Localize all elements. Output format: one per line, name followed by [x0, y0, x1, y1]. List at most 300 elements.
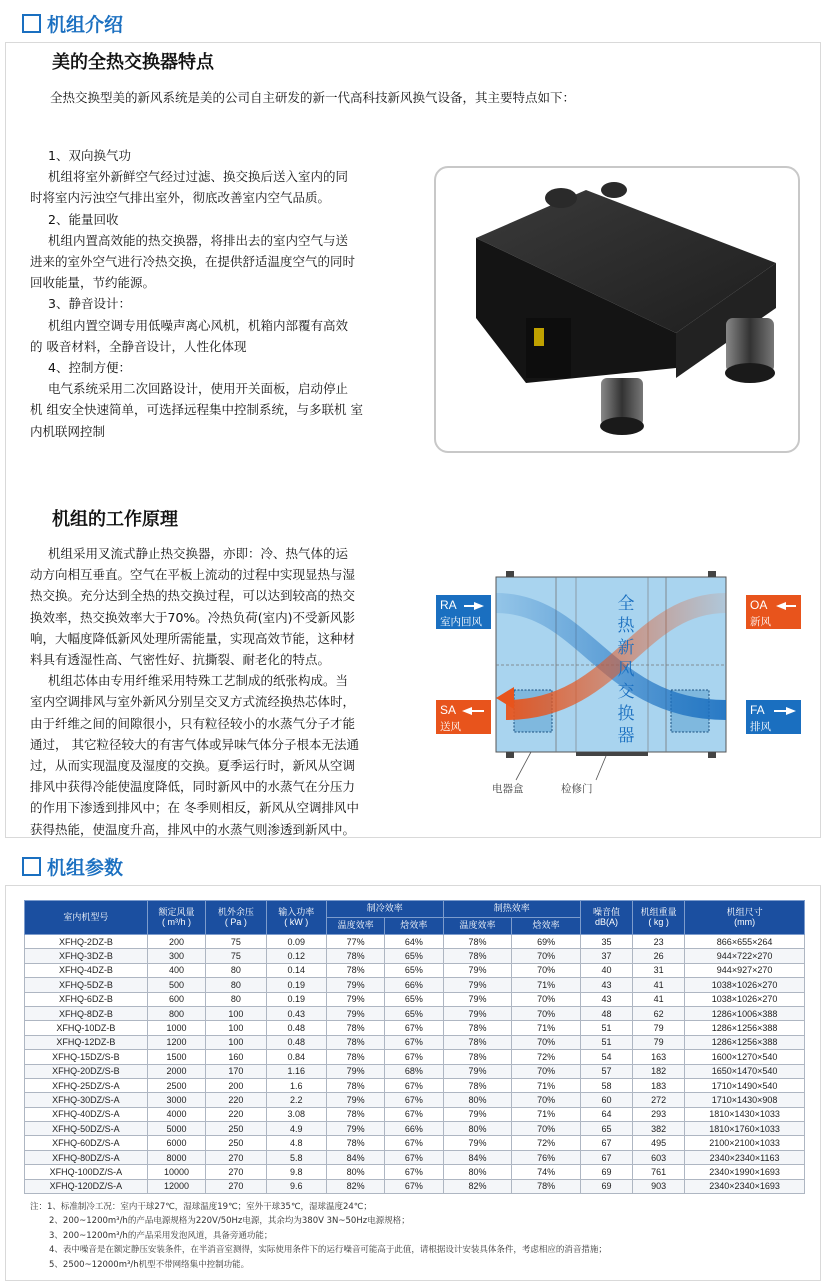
table-cell: 51: [581, 1021, 633, 1035]
principle-line: 料具有透湿性高、气密性好、抗撕裂、耐老化的特点。: [30, 652, 331, 668]
table-cell: 70%: [512, 1093, 581, 1107]
table-cell: 160: [206, 1050, 266, 1064]
table-cell: 78%: [443, 1035, 512, 1049]
table-cell: 944×927×270: [685, 963, 805, 977]
table-cell: 82%: [326, 1179, 384, 1193]
table-cell: 67%: [385, 1150, 443, 1164]
table-cell: 5000: [147, 1122, 205, 1136]
table-cell: 270: [206, 1165, 266, 1179]
table-cell: 79%: [443, 1136, 512, 1150]
table-cell: 9.6: [266, 1179, 326, 1193]
table-cell: 8000: [147, 1150, 205, 1164]
note-line: 3、200~1200m³/h的产品采用发泡风道，具备旁通功能；: [49, 1230, 273, 1241]
svg-text:排风: 排风: [750, 721, 771, 733]
table-cell: 0.84: [266, 1050, 326, 1064]
table-cell: 78%: [443, 1050, 512, 1064]
table-row: [25, 1078, 805, 1092]
table-cell: 9.8: [266, 1165, 326, 1179]
service-door-label: 检修门: [561, 783, 593, 795]
table-cell: 70%: [512, 963, 581, 977]
table-cell: XFHQ-6DZ-B: [25, 992, 148, 1006]
table-cell: 78%: [443, 1021, 512, 1035]
notes: [30, 1200, 607, 1272]
svg-text:送风: 送风: [440, 721, 461, 733]
params-body: [25, 935, 805, 1194]
table-row: [25, 935, 805, 949]
table-cell: 4000: [147, 1107, 205, 1121]
table-cell: 183: [633, 1078, 685, 1092]
table-cell: 74%: [512, 1165, 581, 1179]
feature-line: 的 吸音材料，全静音设计，人性化体现: [30, 338, 247, 354]
principle-line: 热交换。充分达到全热的热交换过程，可以达到较高的热交: [30, 588, 356, 604]
table-cell: 80: [206, 992, 266, 1006]
table-cell: 80%: [443, 1165, 512, 1179]
table-cell: 65%: [385, 963, 443, 977]
table-cell: 67%: [385, 1107, 443, 1121]
feature-heading: 3、静音设计：: [48, 296, 131, 312]
table-cell: 12000: [147, 1179, 205, 1193]
table-cell: 1000: [147, 1021, 205, 1035]
sa-tag: [436, 700, 491, 734]
table-cell: XFHQ-25DZ/S-A: [25, 1078, 148, 1092]
feature-line: 机 组安全快速简单，可选择远程集中控制系统，与多联机 室: [30, 402, 363, 418]
col-noise: 噪音值 dB(A): [581, 901, 633, 935]
table-cell: 270: [206, 1179, 266, 1193]
principle-line: 排风中获得冷能使温度降低，同时新风中的水蒸气在分压力: [30, 779, 356, 795]
table-cell: 2500: [147, 1078, 205, 1092]
table-cell: 69%: [512, 935, 581, 949]
table-cell: 79: [633, 1035, 685, 1049]
table-cell: 78%: [326, 949, 384, 963]
svg-text:风: 风: [617, 660, 635, 680]
table-row: [25, 1122, 805, 1136]
principle-line: 机组芯体由专用纤维采用特殊工艺制成的纸张构成。当: [48, 673, 349, 689]
table-cell: 79%: [443, 1107, 512, 1121]
table-cell: 400: [147, 963, 205, 977]
note-line: 4、表中噪音是在额定静压安装条件，在半消音室测得，实际使用条件下的运行噪音可能高于此值，请根据设计安装具体条件，考虑相应的消音措施；: [49, 1245, 607, 1256]
table-row: [25, 1021, 805, 1035]
table-cell: 495: [633, 1136, 685, 1150]
table-cell: 200: [206, 1078, 266, 1092]
svg-text:RA: RA: [440, 598, 457, 612]
table-cell: 903: [633, 1179, 685, 1193]
table-cell: 2340×1990×1693: [685, 1165, 805, 1179]
feature-line: 机组将室外新鲜空气经过过滤、换交换后送入室内的同: [48, 169, 349, 185]
table-cell: 100: [206, 1006, 266, 1020]
table-row: [25, 963, 805, 977]
table-cell: 944×722×270: [685, 949, 805, 963]
features-intro: 全热交换型美的新风系统是美的公司自主研发的新一代高科技新风换气设备，其主要特点如下：: [50, 90, 576, 105]
table-cell: 40: [581, 963, 633, 977]
table-cell: 67: [581, 1150, 633, 1164]
oa-tag: [746, 595, 801, 629]
table-cell: 64: [581, 1107, 633, 1121]
table-cell: 67%: [385, 1078, 443, 1092]
table-row: [25, 992, 805, 1006]
table-cell: 41: [633, 992, 685, 1006]
table-cell: 65%: [385, 992, 443, 1006]
principle-line: 动方向相互垂直。空气在平板上流动的过程中实现显热与湿: [30, 567, 356, 583]
table-cell: 43: [581, 978, 633, 992]
table-cell: 78%: [326, 1078, 384, 1092]
svg-text:器: 器: [617, 726, 635, 746]
table-cell: 1600×1270×540: [685, 1050, 805, 1064]
table-cell: 1810×1760×1033: [685, 1122, 805, 1136]
table-cell: 866×655×264: [685, 935, 805, 949]
table-cell: 62: [633, 1006, 685, 1020]
table-cell: 79%: [443, 992, 512, 1006]
feature-line: 回收能量，节约能源。: [30, 275, 156, 291]
feature-line: 内机联网控制: [30, 423, 106, 439]
table-cell: 1650×1470×540: [685, 1064, 805, 1078]
col-heat-temp: 温度效率: [443, 918, 512, 935]
square-icon: [22, 857, 41, 876]
principle-line: 机组采用叉流式静止热交换器，亦即：冷、热气体的运: [48, 546, 349, 561]
table-cell: 293: [633, 1107, 685, 1121]
table-cell: 41: [633, 978, 685, 992]
svg-text:OA: OA: [750, 598, 768, 612]
feature-heading: 1、双向换气功: [48, 148, 131, 163]
table-cell: 78%: [326, 1035, 384, 1049]
col-power: 输入功率 ( kW ): [266, 901, 326, 935]
col-cool-temp: 温度效率: [326, 918, 384, 935]
feature-line: 时将室内污浊空气排出室外，彻底改善室内空气品质。: [30, 190, 331, 206]
core-label: [618, 594, 636, 746]
col-cooling: 制冷效率: [326, 901, 443, 918]
electrical-box-label: 电器盒: [492, 783, 524, 795]
table-cell: 500: [147, 978, 205, 992]
table-cell: 600: [147, 992, 205, 1006]
table-cell: 2100×2100×1033: [685, 1136, 805, 1150]
col-airflow: 额定风量 ( m³/h ): [147, 901, 205, 935]
table-cell: 78%: [326, 1107, 384, 1121]
svg-text:FA: FA: [750, 703, 765, 717]
table-row: [25, 1179, 805, 1193]
table-cell: 1038×1026×270: [685, 992, 805, 1006]
table-cell: 65%: [385, 949, 443, 963]
params-table: [24, 900, 805, 1194]
table-cell: 71%: [512, 978, 581, 992]
table-cell: 1286×1006×388: [685, 1006, 805, 1020]
col-size: 机组尺寸 (mm): [685, 901, 805, 935]
table-cell: 79%: [326, 1093, 384, 1107]
table-cell: 78%: [443, 949, 512, 963]
table-row: [25, 1064, 805, 1078]
table-cell: 78%: [443, 935, 512, 949]
table-cell: 78%: [443, 1078, 512, 1092]
table-row: [25, 1150, 805, 1164]
table-row: [25, 1165, 805, 1179]
table-cell: 79%: [443, 978, 512, 992]
table-cell: 270: [206, 1150, 266, 1164]
section-title: 机组介绍: [47, 13, 124, 36]
table-cell: 250: [206, 1122, 266, 1136]
table-cell: 77%: [326, 935, 384, 949]
table-cell: 80: [206, 963, 266, 977]
principle-line: 通过， 其它粒径较大的有害气体或异味气体分子根本无法通: [30, 736, 359, 752]
table-cell: 100: [206, 1035, 266, 1049]
table-cell: 67%: [385, 1021, 443, 1035]
table-cell: 72%: [512, 1136, 581, 1150]
table-cell: 1710×1430×908: [685, 1093, 805, 1107]
svg-text:SA: SA: [440, 703, 457, 717]
col-model: 室内机型号: [25, 901, 148, 935]
feature-heading: 2、能量回收: [48, 211, 119, 227]
table-row: [25, 1107, 805, 1121]
table-cell: XFHQ-40DZ/S-A: [25, 1107, 148, 1121]
table-cell: 35: [581, 935, 633, 949]
table-cell: 182: [633, 1064, 685, 1078]
table-cell: XFHQ-8DZ-B: [25, 1006, 148, 1020]
table-cell: 71%: [512, 1021, 581, 1035]
table-cell: 70%: [512, 949, 581, 963]
table-cell: 220: [206, 1107, 266, 1121]
table-cell: 0.09: [266, 935, 326, 949]
table-cell: 250: [206, 1136, 266, 1150]
section-header-params: [22, 851, 123, 881]
col-heating: 制热效率: [443, 901, 580, 918]
table-cell: 80: [206, 978, 266, 992]
table-cell: 70%: [512, 1064, 581, 1078]
table-cell: 76%: [512, 1150, 581, 1164]
col-weight: 机组重量 ( kg ): [633, 901, 685, 935]
svg-text:换: 换: [617, 704, 635, 724]
table-row: [25, 978, 805, 992]
table-cell: 70%: [512, 992, 581, 1006]
table-cell: 200: [147, 935, 205, 949]
table-cell: 31: [633, 963, 685, 977]
principle-line: 的作用下渗透到排风中；在 冬季则相反，新风从空调排风中: [30, 800, 359, 816]
table-cell: 75: [206, 949, 266, 963]
table-cell: XFHQ-50DZ/S-A: [25, 1122, 148, 1136]
table-cell: 800: [147, 1006, 205, 1020]
table-cell: 79%: [326, 1122, 384, 1136]
svg-text:全: 全: [617, 594, 635, 614]
table-cell: 82%: [443, 1179, 512, 1193]
feature-line: 机组内置空调专用低噪声离心风机，机箱内部覆有高效: [48, 317, 349, 333]
table-cell: XFHQ-10DZ-B: [25, 1021, 148, 1035]
table-cell: 80%: [326, 1165, 384, 1179]
principle-text: [30, 543, 395, 840]
table-cell: 1.16: [266, 1064, 326, 1078]
table-cell: 70%: [512, 1035, 581, 1049]
table-cell: XFHQ-30DZ/S-A: [25, 1093, 148, 1107]
table-cell: 300: [147, 949, 205, 963]
section-title: 机组参数: [47, 856, 124, 879]
table-cell: 1200: [147, 1035, 205, 1049]
table-cell: 71%: [512, 1078, 581, 1092]
table-cell: 67%: [385, 1136, 443, 1150]
table-cell: 220: [206, 1093, 266, 1107]
table-cell: 170: [206, 1064, 266, 1078]
table-row: [25, 1035, 805, 1049]
feature-line: 电气系统采用二次回路设计，使用开关面板，启动停止: [48, 381, 349, 397]
table-cell: 66%: [385, 1122, 443, 1136]
table-cell: 4.9: [266, 1122, 326, 1136]
table-cell: 3.08: [266, 1107, 326, 1121]
section-header-intro: [22, 8, 123, 38]
table-cell: 79%: [326, 1006, 384, 1020]
table-cell: XFHQ-100DZ/S-A: [25, 1165, 148, 1179]
table-cell: 79%: [326, 992, 384, 1006]
table-row: [25, 1136, 805, 1150]
table-cell: 54: [581, 1050, 633, 1064]
table-cell: XFHQ-80DZ/S-A: [25, 1150, 148, 1164]
table-cell: 1810×1430×1033: [685, 1107, 805, 1121]
table-cell: 79%: [443, 963, 512, 977]
principle-line: 获得热能，使温度升高，排风中的水蒸气则渗透到新风中。: [30, 821, 356, 837]
table-cell: 67%: [385, 1179, 443, 1193]
table-cell: 78%: [326, 1021, 384, 1035]
table-cell: 43: [581, 992, 633, 1006]
product-photo: [434, 166, 800, 453]
table-cell: 23: [633, 935, 685, 949]
table-cell: 67%: [385, 1050, 443, 1064]
table-cell: 3000: [147, 1093, 205, 1107]
table-cell: 2000: [147, 1064, 205, 1078]
table-cell: 60: [581, 1093, 633, 1107]
table-cell: 26: [633, 949, 685, 963]
table-cell: 78%: [326, 963, 384, 977]
table-cell: XFHQ-5DZ-B: [25, 978, 148, 992]
note-line: 注：1、标准制冷工况：室内干球27℃，湿球温度19℃；室外干球35℃，湿球温度24℃；: [30, 1202, 372, 1212]
table-cell: 84%: [443, 1150, 512, 1164]
table-cell: 51: [581, 1035, 633, 1049]
table-cell: 79%: [326, 978, 384, 992]
svg-text:交: 交: [617, 682, 635, 702]
table-cell: 67%: [385, 1035, 443, 1049]
table-cell: 1286×1256×388: [685, 1021, 805, 1035]
principle-line: 过，从而实现温度及湿度的交换。夏季运行时，新风从空调: [30, 758, 356, 774]
table-cell: 71%: [512, 1107, 581, 1121]
table-cell: 79%: [326, 1064, 384, 1078]
table-cell: 79%: [443, 1006, 512, 1020]
table-cell: 75: [206, 935, 266, 949]
heat-exchanger-diagram: [436, 555, 808, 800]
table-cell: 10000: [147, 1165, 205, 1179]
table-cell: 70%: [512, 1122, 581, 1136]
table-row: [25, 1093, 805, 1107]
principle-line: 由于纤维之间的间隙很小，只有粒径较小的水蒸气分子才能: [30, 715, 356, 731]
table-cell: 65: [581, 1122, 633, 1136]
table-cell: 57: [581, 1064, 633, 1078]
table-cell: XFHQ-2DZ-B: [25, 935, 148, 949]
col-heat-enth: 焓效率: [512, 918, 581, 935]
table-cell: XFHQ-12DZ-B: [25, 1035, 148, 1049]
table-cell: 1286×1256×388: [685, 1035, 805, 1049]
table-cell: XFHQ-120DZ/S-A: [25, 1179, 148, 1193]
table-cell: 6000: [147, 1136, 205, 1150]
table-cell: 1038×1026×270: [685, 978, 805, 992]
table-cell: 0.43: [266, 1006, 326, 1020]
features-list: [30, 145, 395, 442]
svg-text:新风: 新风: [750, 616, 771, 628]
table-cell: 1710×1490×540: [685, 1078, 805, 1092]
table-cell: XFHQ-4DZ-B: [25, 963, 148, 977]
table-cell: 64%: [385, 935, 443, 949]
table-cell: 65%: [385, 1006, 443, 1020]
table-cell: 37: [581, 949, 633, 963]
table-cell: 1500: [147, 1050, 205, 1064]
table-cell: 67: [581, 1136, 633, 1150]
table-cell: 100: [206, 1021, 266, 1035]
table-cell: 0.48: [266, 1035, 326, 1049]
table-cell: 2340×2340×1693: [685, 1179, 805, 1193]
table-cell: 69: [581, 1165, 633, 1179]
table-cell: 80%: [443, 1093, 512, 1107]
table-cell: 0.14: [266, 963, 326, 977]
table-row: [25, 1050, 805, 1064]
table-cell: XFHQ-20DZ/S-B: [25, 1064, 148, 1078]
col-pressure: 机外余压 ( Pa ): [206, 901, 266, 935]
table-cell: 382: [633, 1122, 685, 1136]
table-cell: 48: [581, 1006, 633, 1020]
features-title: 美的全热交换器特点: [52, 52, 214, 73]
principle-title: 机组的工作原理: [52, 509, 178, 530]
table-cell: 80%: [443, 1122, 512, 1136]
table-cell: 78%: [512, 1179, 581, 1193]
table-row: [25, 1006, 805, 1020]
table-cell: 0.19: [266, 992, 326, 1006]
table-cell: 2340×2340×1163: [685, 1150, 805, 1164]
svg-text:室内回风: 室内回风: [440, 616, 482, 628]
table-cell: 78%: [326, 1050, 384, 1064]
note-line: 2、200~1200m³/h的产品电源规格为220V/50Hz电源，其余均为380V 3N~50Hz电源规格；: [49, 1216, 410, 1227]
col-cool-enth: 焓效率: [385, 918, 443, 935]
principle-line: 换效率，热交换效率大于70%。冷热负荷(室内)不受新风影: [30, 609, 356, 625]
ra-tag: [436, 595, 491, 629]
note-line: 5、2500~12000m³/h机型不带网络集中控制功能。: [49, 1259, 250, 1270]
table-cell: 0.48: [266, 1021, 326, 1035]
table-cell: 163: [633, 1050, 685, 1064]
table-cell: 79%: [443, 1064, 512, 1078]
table-cell: 1.6: [266, 1078, 326, 1092]
table-cell: 272: [633, 1093, 685, 1107]
svg-text:热: 热: [617, 616, 635, 636]
table-cell: XFHQ-60DZ/S-A: [25, 1136, 148, 1150]
table-cell: 603: [633, 1150, 685, 1164]
table-cell: 67%: [385, 1093, 443, 1107]
table-cell: 66%: [385, 978, 443, 992]
principle-line: 室内空调排风与室外新风分别呈交叉方式流经换热芯体时，: [30, 694, 356, 710]
table-cell: 761: [633, 1165, 685, 1179]
table-cell: 2.2: [266, 1093, 326, 1107]
table-cell: 79: [633, 1021, 685, 1035]
feature-line: 机组内置高效能的热交换器，将排出去的室内空气与送: [48, 232, 349, 248]
square-icon: [22, 14, 41, 33]
table-cell: 0.12: [266, 949, 326, 963]
table-cell: 4.8: [266, 1136, 326, 1150]
table-cell: XFHQ-3DZ-B: [25, 949, 148, 963]
principle-line: 响，大幅度降低新风处理所需能量，实现高效节能，这种材: [30, 630, 356, 646]
fa-tag: [746, 700, 801, 734]
table-cell: 69: [581, 1179, 633, 1193]
table-cell: 72%: [512, 1050, 581, 1064]
table-cell: 84%: [326, 1150, 384, 1164]
table-cell: 0.19: [266, 978, 326, 992]
table-cell: 67%: [385, 1165, 443, 1179]
svg-text:新: 新: [617, 638, 635, 658]
table-cell: XFHQ-15DZ/S-B: [25, 1050, 148, 1064]
table-cell: 70%: [512, 1006, 581, 1020]
table-cell: 58: [581, 1078, 633, 1092]
table-cell: 68%: [385, 1064, 443, 1078]
table-cell: 78%: [326, 1136, 384, 1150]
table-cell: 5.8: [266, 1150, 326, 1164]
feature-line: 进来的室外空气进行冷热交换，在提供舒适温度空气的同时: [30, 254, 356, 270]
feature-heading: 4、控制方便：: [48, 360, 131, 376]
table-row: [25, 949, 805, 963]
